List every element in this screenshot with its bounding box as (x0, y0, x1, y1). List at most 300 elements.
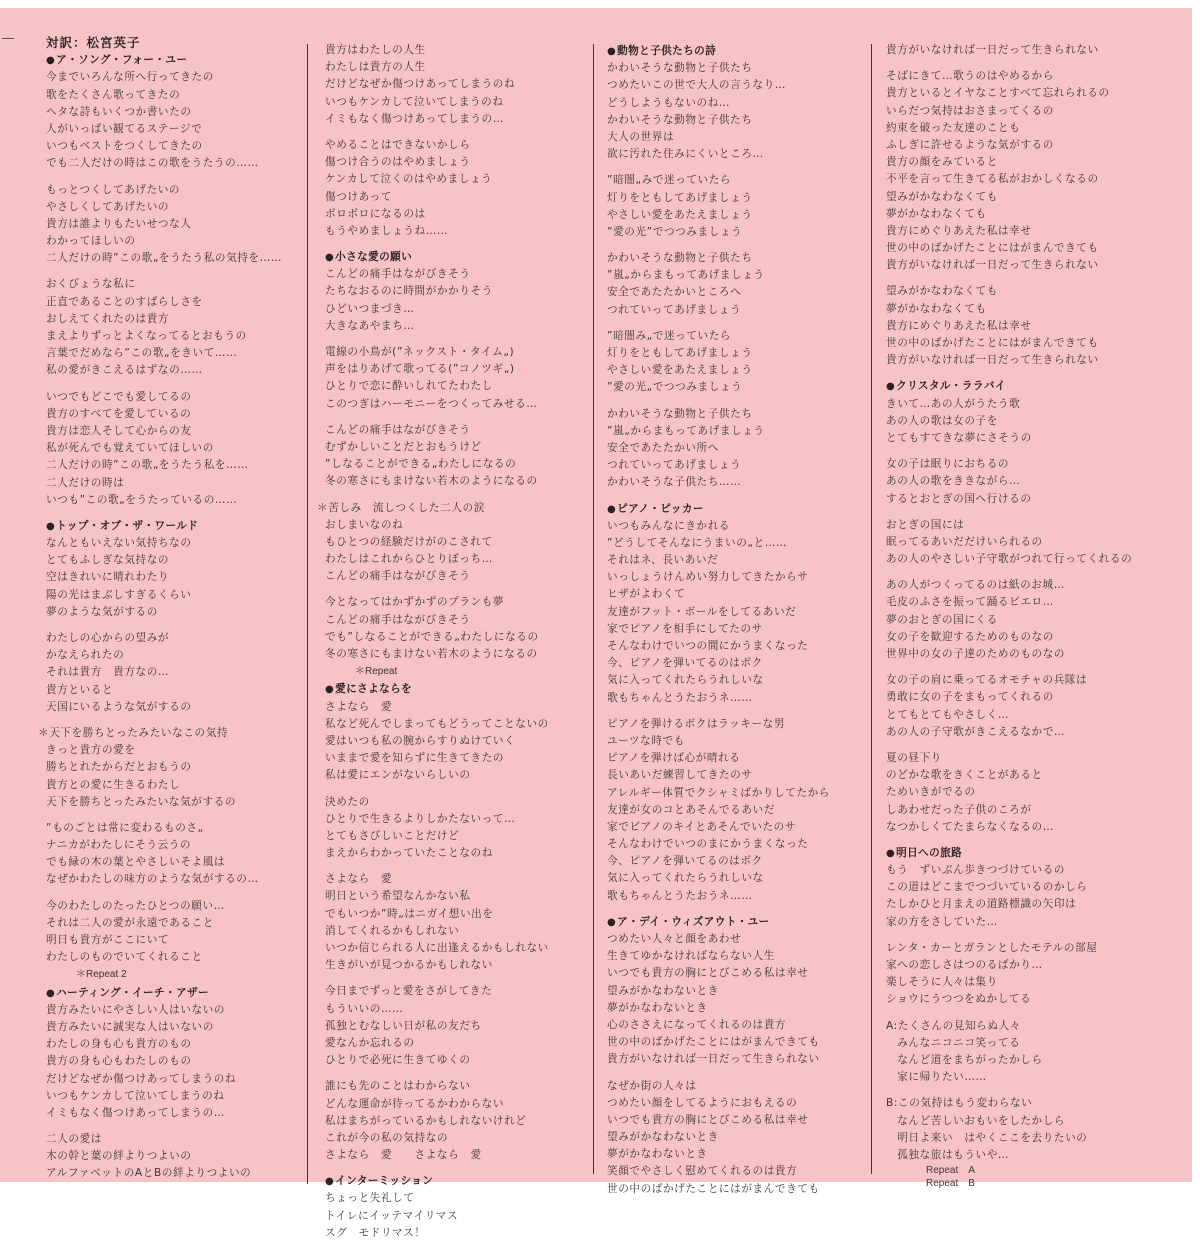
lyric-line: しあわせだった子供のころが (886, 803, 1032, 816)
lyric-line: 家に帰りたい…… (886, 1071, 987, 1084)
lyric-line: 家でピアノを相手にしてたのサ (607, 622, 763, 635)
lyric-line: まえよりずっとよくなってるとおもうの (46, 330, 247, 343)
lyric-line: わかってほしいの (46, 235, 136, 248)
lyric-line: 女の子は眠りにおちるの (886, 458, 1010, 471)
lyric-line: どんな運命が待ってるかわからない (325, 1097, 505, 1110)
lyric-line: 気に入ってくれたらうれしいな (607, 872, 764, 885)
lyric-line: 貴方がいなければ一日だって生きられない (886, 44, 1099, 56)
verse (886, 396, 1132, 448)
lyric-line: 二人だけの時は (46, 476, 125, 489)
song-title-text: 動物と子供たちの詩 (617, 45, 717, 57)
lyric-sheet (0, 8, 1192, 1239)
lyric-line: 明日よ来い はやくここを去りたいの (886, 1131, 1088, 1144)
lyric-line: 長いあいだ練習してきたのサ (607, 769, 753, 782)
lyric-line: おしえてくれたのは貴方 (46, 312, 170, 325)
lyric-line: 友達がフット・ボールをしてるあいだ (607, 605, 797, 618)
lyric-line: かわいそうな動物と子供たち (607, 113, 753, 126)
lyric-line: ひどいつまづき… (325, 302, 415, 315)
lyric-line: A:たくさんの見知らぬ人々 (886, 1019, 1021, 1032)
lyric-line: いつもみんなにきかれる (607, 519, 731, 532)
lyric-line: あの人の歌は女の子を (886, 414, 998, 427)
lyric-line: 貴方みたいに誠実な人はいないの (46, 1020, 214, 1033)
lyric-line: 世界中の女の子達のためのものなの (886, 648, 1066, 660)
lyric-line: 夢のおとぎの国にくる (886, 613, 998, 626)
verse (607, 328, 830, 397)
lyric-line: 陽の光はまぶしすぎるくらい (46, 588, 192, 601)
lyric-line: さよなら 愛 (325, 873, 393, 886)
lyric-line: 大人の世界は (607, 130, 675, 143)
bullet-icon: ● (607, 916, 617, 928)
lyric-line: 貴方は誰よりもたいせつな人 (46, 217, 192, 230)
song-title-text: ハーティング・イーチ・アザー (56, 986, 209, 999)
lyric-line: いままで愛を知らずに生きてきたの (325, 752, 505, 765)
lyric-line: おとぎの国には (886, 518, 965, 531)
lyric-line: いつか信じられる人に出逢えるかもしれない (325, 942, 549, 954)
bullet-icon: ● (886, 381, 896, 393)
lyric-line: どうしようもないのね… (607, 96, 731, 109)
lyric-line: 気に入ってくれたらうれしいな (607, 674, 764, 687)
verse (886, 577, 1132, 663)
lyric-line: もういいの…… (325, 1002, 404, 1015)
verse (325, 137, 549, 240)
lyric-line: なつかしくてたまらなくなるの… (886, 820, 1054, 833)
lyrics-column-1 (38, 34, 283, 1192)
lyric-line: 私が死んでも覚えていてほしいの (46, 442, 214, 455)
song-title-text: 小さな愛の願い (335, 251, 413, 264)
lyric-line: かわいそうな動物と子供たち (607, 407, 753, 420)
lyric-line: ひとりで生きるよりしかたないって… (325, 812, 516, 825)
lyric-line: 愛なんか忘れるの (325, 1036, 415, 1049)
verse (886, 517, 1132, 569)
lyric-line: 冬の寒さにもまけない若木のようになるの (325, 475, 538, 488)
verse (325, 699, 549, 785)
lyric-line: さよなら 愛 (325, 700, 393, 713)
song-title-text: ア・デイ・ウィズアウト・ユー (617, 915, 770, 928)
lyric-line: だけどなぜか傷つけあってしまうのね (46, 1072, 237, 1085)
lyric-line: ショウにうつつをぬかしてる (886, 993, 1032, 1006)
lyric-line: 勝ちとれたからだとおもうの (46, 761, 192, 774)
lyrics-column-2 (317, 42, 549, 1251)
lyric-line: やさしい愛をあたえましょう (607, 364, 753, 377)
lyric-line: わたしはこれからひとりぼっち… (325, 553, 493, 566)
lyric-line: 私はまちがっているかもしれないけれど (325, 1114, 527, 1127)
lyric-line: 今、ピアノを弾いてるのはボク (607, 657, 763, 670)
verse (886, 940, 1132, 1009)
lyric-line: そんなわけでいつの間にかうまくなった (607, 640, 809, 652)
lyric-line: いつも”この歌„をうたっているの…… (46, 493, 238, 506)
lyric-line: でも二人だけの時はこの歌をうたうの…… (46, 157, 259, 170)
lyric-line: 貴方の身も心もわたしのもの (46, 1055, 192, 1068)
song-title (886, 845, 1132, 862)
lyric-line: わたしのものでいてくれること (46, 951, 203, 964)
lyric-line: ナニカがわたしにそう云うの (46, 839, 192, 852)
song-title (886, 378, 1132, 395)
verse (46, 389, 282, 509)
verse (886, 456, 1132, 508)
bullet-icon: ● (607, 46, 617, 57)
column-divider-3 (871, 44, 872, 1174)
lyric-line: 世の中のばかげたことにはがまんできても (886, 242, 1099, 255)
lyric-line: わたしの心からの望みが (46, 632, 170, 645)
lyric-line: 貴方にめぐりあえた私は幸せ (886, 319, 1032, 332)
lyric-line: 世の中のばかげたことにはがまんできても (886, 337, 1099, 349)
lyric-line: これが今の私の気持なの (325, 1131, 449, 1144)
bullet-icon: ● (46, 520, 56, 532)
lyric-line: 女の子の肩に乗ってるオモチャの兵隊は (886, 674, 1088, 687)
song-title (325, 249, 549, 266)
lyric-line: 夢のような気がするの (46, 605, 158, 618)
lyric-line: 生きがいが見つかるかもしれない (325, 959, 493, 972)
lyric-line: 貴方にめぐりあえた私は幸せ (886, 224, 1032, 237)
lyric-line: そんなわけでいつのまにかうまくなった (607, 838, 809, 851)
lyric-line: あの人の子守歌がきこえるなかで… (886, 725, 1066, 738)
lyric-line: 貴方がいなければ一日だって生きられない (607, 1053, 820, 1066)
lyric-line: 眠ってるあいだだけいられるの (886, 535, 1043, 548)
lyric-line: 貴方の顔をみていると (886, 156, 998, 169)
lyric-line: もうやめましょうね…… (325, 224, 449, 237)
verse (325, 266, 549, 335)
verse (46, 820, 282, 889)
song-title-text: ピアノ・ピッカー (617, 502, 704, 515)
lyric-line: 笑顔でやさしく慰めてくれるのは貴方 (607, 1165, 798, 1178)
verse (886, 1095, 1132, 1164)
lyric-line: 歌をたくさん歌ってきたの (46, 88, 181, 101)
verse (886, 68, 1132, 274)
lyric-line: やさしくしてあげたいの (46, 200, 170, 213)
lyric-line: 空はきれいに晴れわたり (46, 571, 170, 584)
verse (46, 630, 282, 716)
lyric-line: 貴方といると (46, 683, 114, 696)
lyric-line: かわいそうな動物と子供たち (607, 252, 753, 265)
verse (325, 594, 549, 663)
lyric-line: こんどの痛手はながびきそう (325, 423, 471, 436)
repeat-marker: Repeat A (926, 1165, 975, 1177)
lyric-line: 世の中のばかげたことにはがまんできても (607, 1036, 820, 1049)
lyric-line: イミもなく傷つけあってしまうの… (325, 112, 504, 125)
lyric-line: スグ モドリマス！ (325, 1226, 426, 1239)
lyric-line: なぜかわたしの味方のような気がするの… (46, 873, 259, 886)
lyric-line: ”嵐„からまもってあげましょう (607, 424, 765, 437)
lyric-line: あの人のやさしい子守歌がつれて行ってくれるの (886, 553, 1133, 566)
verse (325, 344, 549, 413)
lyric-line: 今のわたしのたったひとつの願い… (46, 899, 225, 912)
lyric-line: おしまいなのね (325, 518, 404, 531)
lyric-line: 安全であたたかいところへ (607, 286, 742, 299)
lyric-line: つれていってあげましょう (607, 459, 742, 472)
lyric-line: 望みがかなわないとき (607, 984, 719, 997)
lyric-line: ”暗闇み„で迷っていたら (607, 329, 732, 342)
lyric-line: いらだつ気持はおさまってくるの (886, 104, 1054, 117)
column-divider-2 (593, 44, 594, 1174)
lyric-line: ”愛の光„でつつみましょう (607, 381, 743, 394)
repeat-marker: Repeat B (926, 1178, 975, 1190)
verse (607, 60, 830, 163)
lyric-line: でもいつか”時„はニガイ想い出を (325, 907, 494, 920)
lyric-line: アルファベットのAとBの絆よりつよいの (46, 1167, 252, 1180)
lyric-line: きいて…あの人がうたう歌 (886, 397, 1021, 410)
verse (886, 1018, 1132, 1087)
lyric-line: 勇敢に女の子をまもってくれるの (886, 691, 1054, 704)
lyric-line: 二人だけの時”この歌„をうたう私の気持を…… (46, 252, 283, 265)
lyric-line: 二人の愛は (46, 1133, 102, 1146)
lyric-line: 孤独とむなしい日が私の友だち (325, 1019, 482, 1032)
lyric-line: 欲に汚れた住みにくいところ… (607, 148, 764, 161)
verse (886, 750, 1132, 836)
song-title (607, 501, 830, 518)
lyric-line: まえからわかっていたことなのね (325, 847, 493, 860)
lyric-line: 家の方をさしていた… (886, 915, 998, 928)
lyric-line: 不平を言って生きてる私がおかしくなるの (886, 173, 1099, 186)
lyric-line: 灯りをともしてあげましょう (607, 191, 753, 204)
lyric-line: ボロボロになるのは (325, 207, 426, 220)
lyric-line: かわいそうな子供たち…… (607, 476, 742, 489)
lyric-line: きっと貴方の愛を (46, 744, 136, 757)
lyric-line: ちょっと失礼して (325, 1192, 415, 1205)
lyric-line: 今となってはかずかずのプランも夢 (325, 596, 505, 609)
bullet-icon: ● (607, 503, 617, 515)
lyric-line: 貴方がいなければ一日だって生きられない (886, 354, 1099, 367)
lyric-line: 生きてゆかなければならない人生 (607, 950, 775, 963)
bullet-icon: ● (325, 1176, 335, 1188)
lyric-line: 木の幹と葉の絆よりつよいの (46, 1150, 192, 1163)
lyric-line: それは二人の愛が永遠であること (46, 916, 214, 929)
lyric-line: 愛はいつも私の腕からすりぬけていく (325, 734, 516, 747)
verse (325, 794, 549, 863)
lyric-line: ピアノを弾けば心が晴れる (607, 752, 741, 765)
lyric-line: 貴方との愛に生きるわたし (46, 778, 181, 791)
lyric-line: 夢がかなわなくても (886, 302, 987, 315)
lyric-line: 望みがかなわなくても (886, 285, 998, 298)
song-title (46, 985, 282, 1002)
lyric-line: ひとりで必死に生きてゆくの (325, 1054, 471, 1067)
lyric-line: 貴方がいなければ一日だって生きられない (886, 259, 1099, 272)
lyric-line: 人がいっぱい観てるステージで (46, 122, 203, 135)
lyric-line: たちなおるのに時間がかかりそう (325, 285, 493, 298)
lyric-line: 天国にいるような気がするの (46, 700, 192, 713)
song-title (46, 52, 282, 69)
translator-credit: 対訳：松宮英子 (46, 35, 141, 50)
lyric-line: トイレにイッテマイリマス (325, 1209, 459, 1222)
verse (325, 1078, 549, 1164)
lyric-line: この道はどこまでつづいているのかしら (886, 881, 1088, 894)
lyric-line: 声をはりあげて歌ってる(”コノツギ„) (325, 363, 515, 376)
lyric-line: 天下を勝ちとったみたいな気がするの (46, 795, 237, 808)
lyric-line: ヘタな詩もいくつか書いたの (46, 105, 192, 118)
lyric-line: みんなニコニコ笑ってる (886, 1036, 1021, 1049)
lyric-line: 誰にも先のことはわからない (325, 1080, 471, 1093)
lyric-line: こんどの痛手はながびきそう (325, 268, 471, 281)
lyric-line: つめたい人々と顔をあわせ (607, 933, 742, 945)
lyric-line: ひとりで恋に酔いしれてたわたし (325, 380, 493, 393)
lyric-line: なぜか街の人々は (607, 1079, 697, 1092)
verse (886, 672, 1132, 741)
lyric-line: 言葉でだめなら”この歌„をきいて…… (46, 347, 238, 360)
lyric-line: 貴方といるとイヤなことすべて忘れられるの (886, 87, 1110, 100)
lyric-line: 友達が女のコとあそんでるあいだ (607, 803, 775, 816)
verse (46, 535, 282, 621)
lyric-line: いっしょうけんめい努力してきたからサ (607, 571, 809, 584)
verse (607, 406, 830, 492)
song-title-text: 愛にさよならを (335, 683, 413, 696)
lyric-line: あの人の歌をききながら… (886, 475, 1021, 488)
song-title-text: ア・ソング・フォー・ユー (56, 54, 188, 67)
lyric-line: このつぎはハーモニーをつくってみせる… (325, 397, 538, 410)
lyric-line: 傷つけ合うのはやめましょう (325, 156, 471, 169)
lyric-line: 貴方は恋人そして心からの友 (46, 424, 192, 437)
lyric-line: もひとつの経験だけがのこされて (325, 535, 493, 548)
lyric-line: 電線の小鳥が(”ネックスト・タイム„) (325, 346, 515, 358)
lyric-line: わたしの身も心も貴方のもの (46, 1038, 192, 1051)
lyric-line: やめることはできないかしら (325, 138, 471, 151)
lyric-line: 心のささえになってくれるのは貴方 (607, 1018, 787, 1031)
lyric-line: たしかひと月まえの道路標識の矢印は (886, 898, 1077, 911)
lyric-line: 夢がかなわないとき (607, 1001, 708, 1014)
verse (46, 69, 282, 172)
lyric-line: こんどの痛手はながびきそう (325, 613, 471, 626)
lyric-line: とてもふしぎな気持なの (46, 554, 170, 567)
lyric-line: ケンカして泣くのはやめましょう (325, 173, 493, 186)
lyrics-column-4 (886, 42, 1132, 1190)
lyric-line: 二人だけの時”この歌„をうたう私を…… (46, 459, 249, 472)
lyric-line: つめたいこの世で大人の言うなり… (607, 79, 787, 92)
lyric-line: 私の愛がきこえるはずなの…… (46, 364, 203, 377)
lyric-line: いつもベストをつくしてきたの (46, 140, 203, 153)
lyric-line: 今、ピアノを弾いてるのはボク (607, 855, 763, 868)
verse (46, 182, 282, 268)
verse (317, 500, 549, 586)
lyric-line: こんどの痛手はながびきそう (325, 570, 471, 583)
lyric-line: 夢がかなわないとき (607, 1148, 708, 1161)
verse (607, 518, 830, 707)
lyric-line: ”しなることができる„わたしになるの (325, 458, 517, 471)
lyric-line: かわいそうな動物と子供たち (607, 62, 753, 75)
song-title-text: クリスタル・ララバイ (896, 380, 1006, 393)
lyric-line: かなえられたの (46, 649, 125, 662)
verse (46, 898, 282, 967)
verse (325, 422, 549, 491)
lyric-line: ヒザがよわくて (607, 588, 686, 601)
lyric-line: ふしぎに許せるような気がするの (886, 138, 1054, 151)
lyric-line: いつもケンカして泣いてしまうのね (46, 1089, 225, 1102)
lyric-line: いつでも貴方の胸にとびこめる私は幸せ (607, 967, 809, 980)
lyric-line: もっとつくしてあげたいの (46, 183, 181, 196)
verse (46, 276, 282, 379)
lyric-line: 冬の寒さにもまけない若木のようになるの (325, 648, 538, 660)
bullet-icon: ● (886, 847, 896, 859)
lyric-line: ”ものごとは常に変わるものさ„ (46, 821, 204, 834)
lyric-line: だけどなぜか傷つけあってしまうのね (325, 78, 516, 91)
song-title-text: トップ・オブ・ザ・ワールド (56, 519, 199, 532)
verse (325, 871, 549, 974)
verse (886, 42, 1132, 59)
lyric-line: 望みがかなわなくても (886, 190, 998, 203)
lyric-line: 灯りをともしてあげましょう (607, 347, 753, 359)
verse (607, 931, 830, 1069)
lyric-line: とてもすてきな夢にさそうの (886, 431, 1032, 444)
verse (325, 42, 549, 128)
lyric-line: なんど苦しいおもいをしたかしら (886, 1114, 1066, 1127)
lyric-line: いつもケンカして泣いてしまうのね (325, 95, 504, 108)
lyric-line: なんともいえない気持ちなの (46, 537, 192, 550)
bullet-icon: ● (46, 55, 56, 67)
verse (607, 250, 830, 319)
lyric-line: 約束を破った友達のことも (886, 121, 1021, 134)
lyric-line: いつでもどこでも愛してるの (46, 390, 192, 403)
lyric-line: ”どうしてそんなにうまいの„と…… (607, 536, 788, 549)
lyric-line: いつでも貴方の胸にとびこめる私は幸せ (607, 1113, 809, 1126)
lyric-line: やさしい愛をあたえましょう (607, 208, 753, 221)
lyric-line: とてもとてもやさしく… (886, 708, 1010, 721)
lyric-line: 家でピアノのキイとあそんでいたのサ (607, 820, 797, 833)
song-title-text: 明日への旅路 (896, 846, 963, 859)
lyric-line: 楽しそうに人々は集り (886, 976, 998, 989)
lyric-line: 大きなあやまち… (325, 319, 415, 332)
verse (325, 983, 549, 1069)
lyric-line: レンタ・カーとガランとしたモテルの部屋 (886, 941, 1098, 954)
lyric-line: ピアノを弾けるボクはラッキーな男 (607, 717, 786, 730)
lyric-line: 歌もちゃんとうたおうネ…… (607, 691, 753, 704)
lyric-line: なんど道をまちがったかしら (886, 1053, 1043, 1066)
lyric-line: のどかな歌をきくことがあると (886, 769, 1043, 782)
lyric-line: ユーツな時でも (607, 734, 685, 747)
lyric-line: 夢がかなわなくても (886, 207, 987, 220)
lyric-line: 消してくれるかもしれない (325, 924, 460, 937)
lyric-line: ”愛の光”でつつみましょう (607, 225, 743, 238)
song-title-text: インターミッション (335, 1175, 434, 1188)
lyric-line: ”嵐„からまもってあげましょう (607, 269, 765, 282)
song-title (607, 43, 830, 60)
crop-mark (2, 38, 14, 39)
lyric-line: 私は愛にエンがないらしいの (325, 769, 471, 782)
lyric-line: ためいきがでるの (886, 786, 976, 799)
verse (46, 1131, 282, 1183)
lyric-line: それはネ、長いあいだ (607, 554, 719, 567)
verse (46, 1002, 282, 1122)
lyric-line: 望みがかなわないとき (607, 1131, 719, 1144)
lyric-line: ”暗闇„みで迷っていたら (607, 174, 732, 187)
song-title (46, 518, 282, 535)
lyric-line: でも”しなることができる„わたしになるの (325, 630, 539, 643)
lyric-line: B:この気持はもう変わらない (886, 1097, 1033, 1110)
lyric-line: おくびょうな私に (46, 278, 136, 291)
song-title (325, 681, 549, 698)
lyric-line: そばにきて…歌うのはやめるから (886, 70, 1054, 83)
lyric-line: ＊天下を勝ちとったみたいなこの気持 (38, 726, 229, 739)
verse (325, 1190, 549, 1242)
lyric-line: 女の子を歓迎するためのものなの (886, 630, 1054, 643)
repeat-markers (886, 1164, 1132, 1190)
song-title (607, 914, 830, 931)
lyric-line: アレルギー体質でクシャミばかりしてたから (607, 786, 830, 799)
lyric-line: 世の中のばかげたことにはがまんできても (607, 1182, 820, 1195)
lyric-line: 孤独な旅はもういや… (886, 1148, 1010, 1161)
repeat-marker: ＊Repeat (355, 666, 398, 678)
lyric-line: 私など死んでしまってもどうってことないの (325, 717, 549, 730)
lyric-line: 歌もちゃんとうたおうネ…… (607, 889, 753, 902)
lyric-line: それは貴方 貴方なの… (46, 666, 170, 679)
lyric-line: つれていってあげましょう (607, 303, 742, 316)
bullet-icon: ● (325, 684, 335, 696)
lyric-line: 明日も貴方がここにいて (46, 934, 170, 947)
lyric-line: 貴方はわたしの人生 (325, 44, 426, 56)
lyric-line: 貴方みたいにやさしい人はいないの (46, 1003, 226, 1016)
column-divider-1 (307, 44, 308, 1184)
lyric-line: さよなら 愛 さよなら 愛 (325, 1149, 482, 1162)
bullet-icon: ● (46, 987, 56, 999)
lyric-line: 傷つけあって (325, 190, 393, 203)
lyrics-column-3 (607, 43, 830, 1207)
lyric-line: あの人がつくってるのは紙のお城… (886, 579, 1065, 592)
